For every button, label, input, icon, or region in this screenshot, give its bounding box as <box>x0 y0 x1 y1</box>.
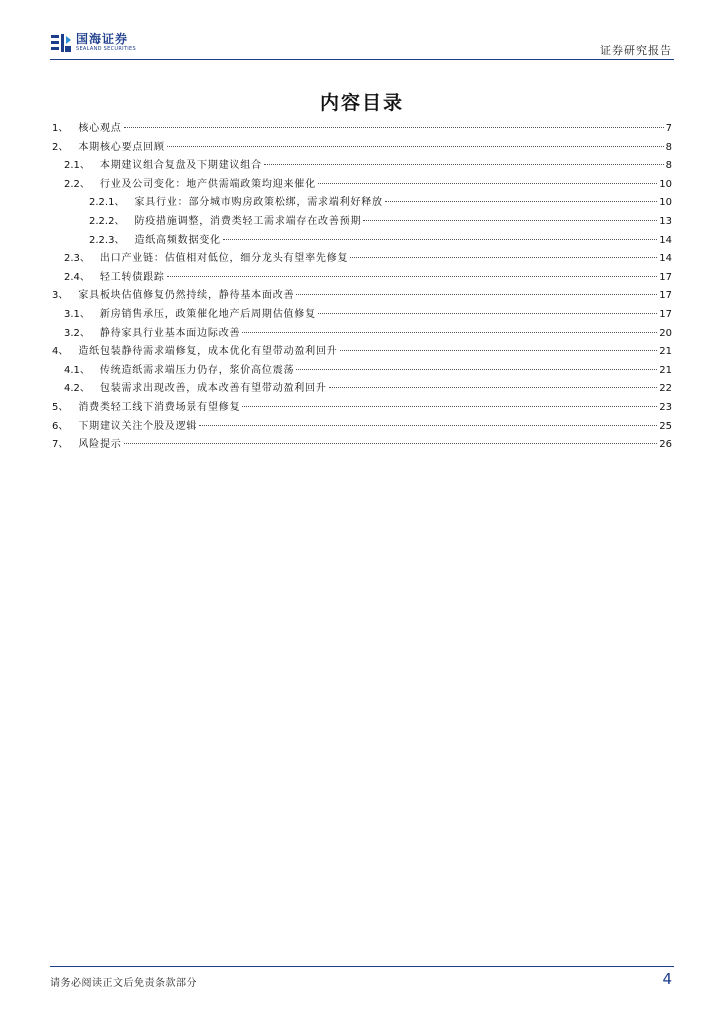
toc-dot-leader <box>363 220 657 221</box>
toc-dot-leader <box>223 239 657 240</box>
toc-entry-number: 2.1、 <box>64 160 90 172</box>
toc-entry-number: 2.2.3、 <box>89 234 125 246</box>
toc-entry-title: 家具板块估值修复仍然持续，静待基本面改善 <box>78 290 295 302</box>
toc-entry-title: 本期核心要点回顾 <box>78 141 165 153</box>
toc-entry-title: 下期建议关注个股及逻辑 <box>78 420 198 432</box>
toc-entry-number: 3.1、 <box>64 308 90 320</box>
toc-entry-page: 23 <box>659 401 672 413</box>
toc-entry[interactable] <box>52 120 672 139</box>
toc-entry[interactable] <box>52 139 672 158</box>
toc-entry-number: 2.3、 <box>64 253 90 265</box>
toc-entry-page: 10 <box>659 178 672 190</box>
toc-entry-number: 7、 <box>52 439 69 451</box>
toc-entry-number: 4.1、 <box>64 364 90 376</box>
logo-chinese-name: 国海证券 <box>76 32 129 46</box>
toc-entry[interactable] <box>52 362 672 381</box>
document-type: 证券研究报告 <box>600 44 672 57</box>
toc-dot-leader <box>124 443 658 444</box>
toc-entry[interactable] <box>52 325 672 344</box>
toc-entry-number: 2.4、 <box>64 271 90 283</box>
toc-entry-title: 新房销售承压，政策催化地产后周期估值修复 <box>99 308 316 320</box>
toc-entry[interactable] <box>52 194 672 213</box>
toc-entry-title: 风险提示 <box>78 439 122 451</box>
toc-entry-title: 造纸包装静待需求端修复，成本优化有望带动盈利回升 <box>78 346 338 358</box>
toc-entry-title: 本期建议组合复盘及下期建议组合 <box>99 160 262 172</box>
toc-entry[interactable] <box>52 418 672 437</box>
table-of-contents <box>52 120 672 455</box>
toc-dot-leader <box>242 406 657 407</box>
toc-entry-title: 出口产业链：估值相对低位，细分龙头有望率先修复 <box>99 253 349 265</box>
page-header <box>50 28 674 62</box>
toc-dot-leader <box>318 313 657 314</box>
toc-entry-number: 1、 <box>52 123 69 134</box>
company-logo <box>50 32 136 54</box>
toc-entry-title: 防疫措施调整，消费类轻工需求端存在改善预期 <box>134 215 362 227</box>
toc-entry-number: 3.2、 <box>64 327 90 339</box>
header-divider <box>50 59 674 60</box>
toc-entry[interactable] <box>52 380 672 399</box>
toc-entry-title: 轻工转债跟踪 <box>99 271 165 283</box>
toc-entry-title: 包装需求出现改善，成本改善有望带动盈利回升 <box>99 383 327 395</box>
toc-dot-leader <box>264 164 664 165</box>
toc-entry[interactable] <box>52 157 672 176</box>
toc-entry-title: 行业及公司变化：地产供需端政策均迎来催化 <box>99 178 316 190</box>
toc-entry-page: 21 <box>659 364 672 376</box>
toc-entry-title: 造纸高频数据变化 <box>134 234 221 246</box>
toc-entry-page: 21 <box>659 346 672 358</box>
footer-divider <box>50 966 674 967</box>
toc-dot-leader <box>124 127 664 128</box>
toc-entry-page: 8 <box>665 141 672 153</box>
toc-dot-leader <box>318 183 657 184</box>
toc-entry-page: 26 <box>659 439 672 451</box>
toc-entry-page: 7 <box>665 123 672 134</box>
toc-entry[interactable] <box>52 436 672 455</box>
toc-entry-page: 17 <box>659 290 672 302</box>
toc-entry-page: 25 <box>659 420 672 432</box>
toc-entry[interactable] <box>52 250 672 269</box>
toc-entry-number: 5、 <box>52 401 69 413</box>
toc-entry[interactable] <box>52 343 672 362</box>
toc-dot-leader <box>340 350 658 351</box>
toc-entry-page: 17 <box>659 308 672 320</box>
toc-entry-number: 2.2、 <box>64 178 90 190</box>
toc-entry-number: 3、 <box>52 290 69 302</box>
toc-title: 内容目录 <box>319 92 404 114</box>
toc-entry-title: 消费类轻工线下消费场景有望修复 <box>78 401 241 413</box>
toc-entry[interactable] <box>52 232 672 251</box>
toc-dot-leader <box>242 332 657 333</box>
toc-dot-leader <box>199 425 657 426</box>
toc-entry-number: 4.2、 <box>64 383 90 395</box>
toc-entry[interactable] <box>52 176 672 195</box>
toc-dot-leader <box>385 201 657 202</box>
disclaimer-note: 请务必阅读正文后免责条款部分 <box>50 978 197 989</box>
toc-entry-page: 14 <box>659 253 672 265</box>
page-number: 4 <box>662 970 672 988</box>
toc-entry[interactable] <box>52 287 672 306</box>
toc-dot-leader <box>296 369 657 370</box>
logo-mark-icon <box>50 32 72 54</box>
toc-entry-page: 20 <box>659 327 672 339</box>
toc-entry-page: 22 <box>659 383 672 395</box>
toc-dot-leader <box>329 387 658 388</box>
toc-entry[interactable] <box>52 213 672 232</box>
toc-entry[interactable] <box>52 269 672 288</box>
toc-entry[interactable] <box>52 306 672 325</box>
toc-entry-title: 传统造纸需求端压力仍存，浆价高位震荡 <box>99 364 295 376</box>
toc-entry-number: 6、 <box>52 420 69 432</box>
toc-entry[interactable] <box>52 399 672 418</box>
toc-dot-leader <box>350 257 657 258</box>
toc-entry-title: 家具行业：部分城市购房政策松绑，需求端利好释放 <box>134 197 383 209</box>
toc-entry-title: 核心观点 <box>78 123 122 134</box>
toc-entry-number: 2.2.2、 <box>89 215 125 227</box>
toc-entry-number: 4、 <box>52 346 69 358</box>
toc-entry-number: 2.2.1、 <box>89 197 125 209</box>
toc-dot-leader <box>167 276 658 277</box>
toc-entry-page: 17 <box>659 271 672 283</box>
toc-entry-page: 10 <box>659 197 672 209</box>
toc-entry-title: 静待家具行业基本面边际改善 <box>99 327 241 339</box>
toc-dot-leader <box>296 294 657 295</box>
toc-entry-page: 14 <box>659 234 672 246</box>
toc-entry-number: 2、 <box>52 141 69 153</box>
toc-entry-page: 13 <box>659 215 672 227</box>
toc-entry-page: 8 <box>665 160 672 172</box>
page-footer <box>50 966 674 989</box>
toc-dot-leader <box>167 146 664 147</box>
logo-english-name: SEALAND SECURITIES <box>76 46 136 52</box>
